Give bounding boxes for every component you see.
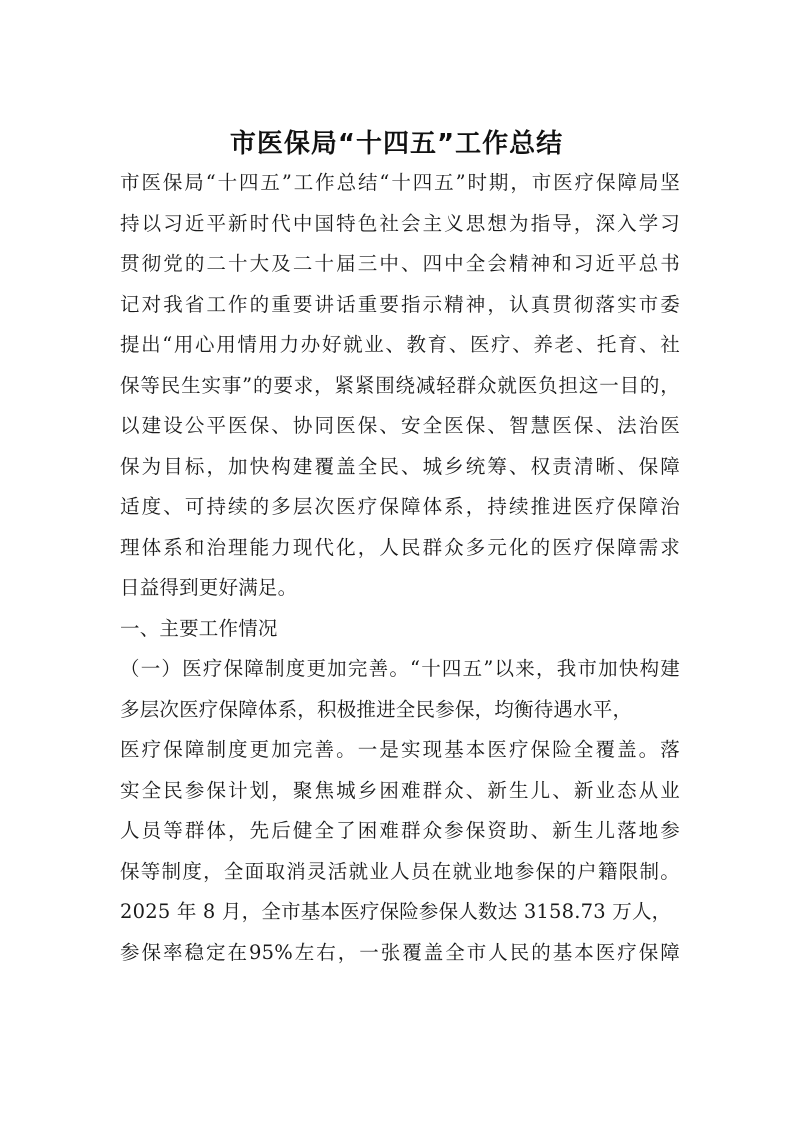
- body-line: 多层次医疗保障体系，积极推进全民参保，均衡待遇水平，: [120, 697, 633, 721]
- body-line: 人员等群体，先后健全了困难群众参保资助、新生儿落地参: [120, 819, 680, 842]
- body-line: 保等制度，全面取消灵活就业人员在就业地参保的户籍限制。: [120, 859, 680, 883]
- section-heading: 一、主要工作情况: [120, 616, 278, 640]
- body-line: 实全民参保计划，聚焦城乡困难群众、新生儿、新业态从业: [120, 778, 680, 802]
- body-line: 医疗保障制度更加完善。一是实现基本医疗保险全覆盖。落: [120, 738, 680, 761]
- body-line: 记对我省工作的重要讲话重要指示精神，认真贯彻落实市委: [120, 292, 680, 316]
- document-body: [120, 163, 680, 973]
- body-line: 贯彻党的二十大及二十届三中、四中全会精神和习近平总书: [120, 252, 680, 275]
- body-line: 日益得到更好满足。: [120, 576, 298, 599]
- body-line: 参保率稳定在95%左右，一张覆盖全市人民的基本医疗保障: [120, 940, 680, 964]
- body-line: （一）医疗保障制度更加完善。“十四五”以来，我市加快构建: [120, 657, 680, 680]
- body-line: 适度、可持续的多层次医疗保障体系，持续推进医疗保障治: [120, 495, 680, 518]
- body-line: 提出“用心用情用力办好就业、教育、医疗、养老、托育、社: [120, 333, 680, 356]
- body-line: 市医保局“十四五”工作总结“十四五”时期，市医疗保障局坚: [120, 171, 680, 194]
- body-line: 保等民生实事”的要求，紧紧围绕减轻群众就医负担这一目的，: [120, 373, 680, 397]
- body-line: 持以习近平新时代中国特色社会主义思想为指导，深入学习: [120, 211, 680, 235]
- document-title: 市医保局“十四五”工作总结: [229, 129, 564, 159]
- body-line: 保为目标，加快构建覆盖全民、城乡统筹、权责清晰、保障: [120, 454, 680, 478]
- body-line: 以建设公平医保、协同医保、安全医保、智慧医保、法治医: [120, 414, 680, 437]
- body-line: 理体系和治理能力现代化，人民群众多元化的医疗保障需求: [120, 535, 680, 559]
- body-line: 2025 年 8 月，全市基本医疗保险参保人数达 3158.73 万人，: [120, 900, 672, 923]
